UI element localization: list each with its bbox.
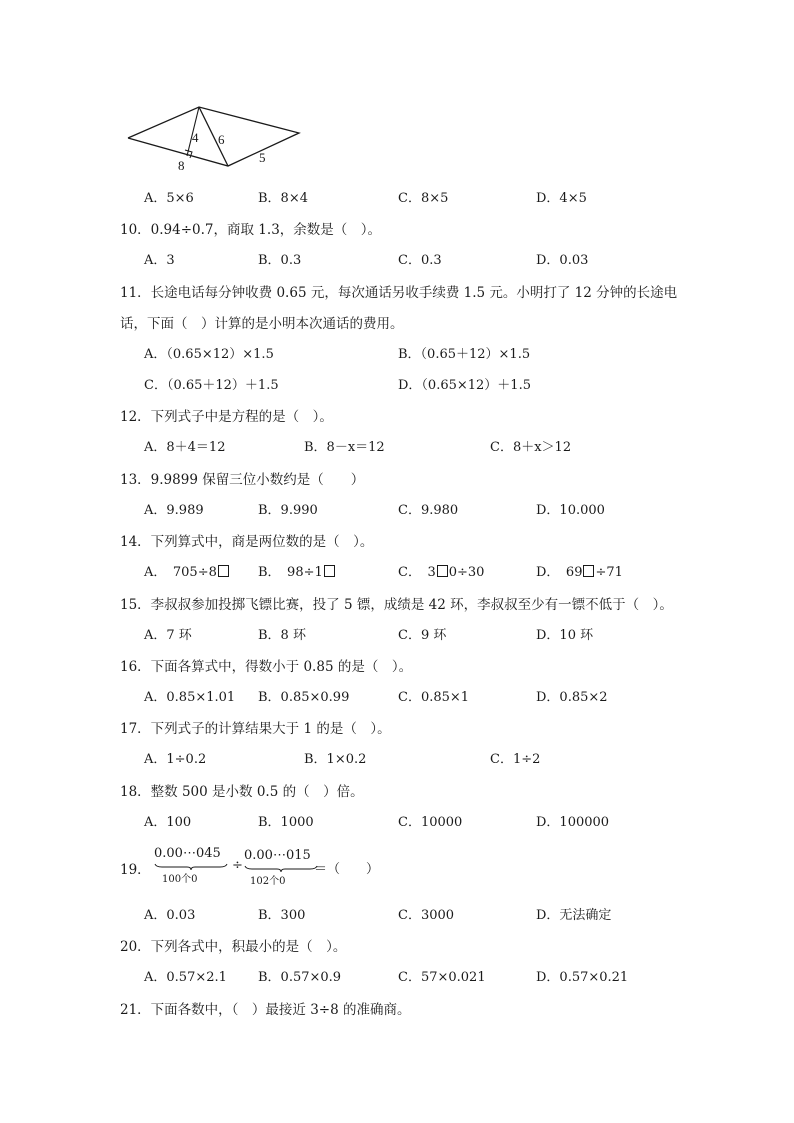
q20-option-d[interactable]: D．0.57×0.21 xyxy=(536,970,629,985)
q14-option-b[interactable] xyxy=(258,561,336,580)
question-13-text: 13．9.9899 保留三位小数约是（ ） xyxy=(120,472,365,488)
question-16-text: 16．下面各算式中，得数小于 0.85 的是（ ）。 xyxy=(120,659,413,675)
q11-option-b[interactable]: B．（0.65＋12）×1.5 xyxy=(398,347,531,362)
q12-option-b[interactable]: B．8－x＝12 xyxy=(304,440,385,455)
blank-box-icon xyxy=(583,565,594,577)
question-19-number: 19． xyxy=(120,862,151,878)
q9-option-b[interactable]: B．8×4 xyxy=(258,191,308,206)
question-10-text: 10．0.94÷0.7，商取 1.3，余数是（ ）。 xyxy=(120,222,382,238)
q16-option-b[interactable]: B．0.85×0.99 xyxy=(258,690,350,705)
divisor-value: 0.00⋯015 xyxy=(244,848,311,863)
question-14-text: 14．下列算式中，商是两位数的是（ ）。 xyxy=(120,534,374,550)
diagonal-label: 6 xyxy=(218,132,225,147)
q15-option-d[interactable]: D．10 环 xyxy=(536,628,594,643)
q18-option-d[interactable]: D．100000 xyxy=(536,815,610,830)
q9-option-c[interactable]: C．8×5 xyxy=(398,191,449,206)
q20-option-c[interactable]: C．57×0.021 xyxy=(398,970,486,985)
q13-option-c[interactable]: C．9.980 xyxy=(398,503,459,518)
q14-option-c-text: C． 3 xyxy=(398,565,436,580)
q17-option-a[interactable]: A．1÷0.2 xyxy=(144,752,207,767)
question-18-text: 18．整数 500 是小数 0.5 的（ ）倍。 xyxy=(120,784,364,800)
dividend-expression xyxy=(152,846,232,886)
q10-option-b[interactable]: B．0.3 xyxy=(258,253,302,268)
q20-option-a[interactable]: A．0.57×2.1 xyxy=(144,970,227,985)
question-11-text-line1: 11．长途电话每分钟收费 0.65 元，每次通话另收手续费 1.5 元。小明打了 12 分钟的长途电 xyxy=(120,285,678,301)
q19-option-a[interactable]: A．0.03 xyxy=(144,908,196,923)
divisor-zero-count: 102个0 xyxy=(250,876,286,887)
q15-option-c[interactable]: C．9 环 xyxy=(398,628,447,643)
q10-option-a[interactable]: A．3 xyxy=(144,253,175,268)
q14-option-d-text: D． 69 xyxy=(536,565,583,580)
q15-option-a[interactable]: A．7 环 xyxy=(144,628,192,643)
q17-option-c[interactable]: C．1÷2 xyxy=(490,752,541,767)
side-label: 5 xyxy=(259,150,266,165)
divisor-expression xyxy=(242,846,322,886)
question-17-text: 17．下列式子的计算结果大于 1 的是（ ）。 xyxy=(120,721,391,737)
q10-option-d[interactable]: D．0.03 xyxy=(536,253,589,268)
q13-option-d[interactable]: D．10.000 xyxy=(536,503,605,518)
q14-option-c[interactable] xyxy=(398,561,484,580)
q14-option-d[interactable] xyxy=(536,561,623,580)
question-21-text: 21．下面各数中，（ ）最接近 3÷8 的准确商。 xyxy=(120,1002,411,1018)
division-sign: ÷ xyxy=(232,858,243,873)
q9-option-a[interactable]: A．5×6 xyxy=(144,191,194,206)
blank-box-icon xyxy=(437,565,448,577)
question-12-text: 12．下列式子中是方程的是（ ）。 xyxy=(120,409,333,425)
q11-option-c[interactable]: C．（0.65＋12）＋1.5 xyxy=(144,378,279,393)
q18-option-a[interactable]: A．100 xyxy=(144,815,192,830)
q16-option-d[interactable]: D．0.85×2 xyxy=(536,690,608,705)
q14-option-d-tail: ÷71 xyxy=(595,565,623,580)
question-11-text-line2: 话，下面（ ）计算的是小明本次通话的费用。 xyxy=(120,316,404,332)
q14-option-b-text: B． 98÷1 xyxy=(258,565,323,580)
q9-option-d[interactable]: D．4×5 xyxy=(536,191,587,206)
q14-option-a-text: A． 705÷8 xyxy=(144,565,217,580)
blank-box-icon xyxy=(324,565,335,577)
q12-option-c[interactable]: C．8＋x＞12 xyxy=(490,440,572,455)
q18-option-b[interactable]: B．1000 xyxy=(258,815,314,830)
q11-option-a[interactable]: A．（0.65×12）×1.5 xyxy=(144,347,274,362)
equals-blank: ＝（ ） xyxy=(314,862,380,877)
q20-option-b[interactable]: B．0.57×0.9 xyxy=(258,970,342,985)
q12-option-a[interactable]: A．8＋4＝12 xyxy=(144,440,226,455)
dividend-value: 0.00⋯045 xyxy=(154,846,221,861)
q15-option-b[interactable]: B．8 环 xyxy=(258,628,306,643)
dividend-zero-count: 100个0 xyxy=(162,874,198,885)
q13-option-b[interactable]: B．9.990 xyxy=(258,503,318,518)
height-label: 4 xyxy=(192,130,199,145)
q18-option-c[interactable]: C．10000 xyxy=(398,815,463,830)
parallelogram-figure xyxy=(122,100,307,172)
blank-box-icon xyxy=(218,565,229,577)
q14-option-c-tail: 0÷30 xyxy=(448,565,485,580)
parallelogram-diagram xyxy=(122,100,307,172)
q19-option-c[interactable]: C．3000 xyxy=(398,908,455,923)
question-20-text: 20．下列各式中，积最小的是（ ）。 xyxy=(120,939,347,955)
q11-option-d[interactable]: D．（0.65×12）＋1.5 xyxy=(398,378,531,393)
q19-option-d[interactable]: D．无法确定 xyxy=(536,908,612,923)
q14-option-a[interactable] xyxy=(144,561,230,580)
base-label: 8 xyxy=(178,158,185,172)
q16-option-a[interactable]: A．0.85×1.01 xyxy=(144,690,236,705)
question-15-text: 15．李叔叔参加投掷飞镖比赛，投了 5 镖，成绩是 42 环，李叔叔至少有一镖不低于（ ）。 xyxy=(120,597,673,613)
q13-option-a[interactable]: A．9.989 xyxy=(144,503,204,518)
q17-option-b[interactable]: B．1×0.2 xyxy=(304,752,367,767)
q10-option-c[interactable]: C．0.3 xyxy=(398,253,442,268)
q16-option-c[interactable]: C．0.85×1 xyxy=(398,690,470,705)
q19-option-b[interactable]: B．300 xyxy=(258,908,306,923)
